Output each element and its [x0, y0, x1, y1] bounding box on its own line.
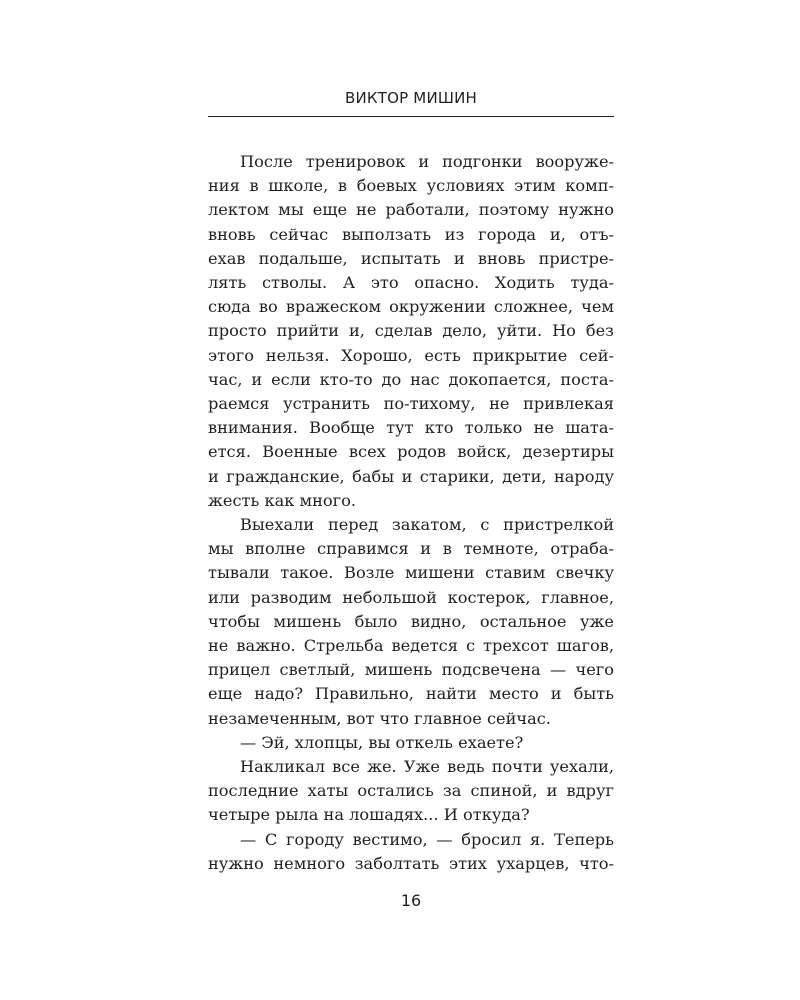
text-line: После тренировок и подгонки вооруже- — [240, 152, 614, 171]
text-line: сюда во вражеском окружении сложнее, чем — [208, 297, 614, 317]
text-line: ется. Военные всех родов войск, дезертиры — [208, 442, 614, 462]
paragraph — [208, 828, 614, 876]
text-line: — С городу вестимо, — бросил я. Теперь — [240, 829, 614, 849]
book-text — [208, 150, 614, 876]
page-number: 16 — [400, 891, 422, 910]
paragraph — [208, 150, 614, 513]
paragraph — [208, 513, 614, 731]
text-line: четыре рыла на лошадях... И откуда? — [208, 805, 530, 825]
text-line: мы вполне справимся и в темноте, отраба- — [208, 539, 614, 559]
text-line: чтобы мишень было видно, остальное уже — [208, 611, 614, 631]
text-line: этого нельзя. Хорошо, есть прикрытие сей- — [208, 345, 614, 365]
text-line: — Эй, хлопцы, вы откель ехаете? — [240, 732, 524, 752]
text-line: жесть как много. — [208, 490, 356, 510]
text-line: ния в школе, в боевых условиях этим комп- — [208, 176, 614, 196]
text-line: вновь сейчас выползать из города и, отъ- — [208, 224, 614, 244]
text-line: лектом мы еще не работали, поэтому нужно — [208, 200, 614, 220]
text-line: или разводим небольшой костерок, главное, — [208, 587, 614, 607]
text-line: час, и если кто-то до нас докопается, поста- — [208, 369, 614, 389]
text-line: и гражданские, бабы и старики, дети, народу — [208, 466, 614, 486]
text-line: незамеченным, вот что главное сейчас. — [208, 708, 551, 728]
text-line: лять стволы. А это опасно. Ходить туда- — [208, 273, 614, 293]
running-title: ВИКТОР МИШИН — [344, 89, 478, 107]
text-line: ехав подальше, испытать и вновь пристре- — [208, 248, 614, 268]
text-line: просто прийти и, сделав дело, уйти. Но без — [208, 321, 614, 341]
paragraph — [208, 755, 614, 828]
text-line: последние хаты остались за спиной, и вдруг — [208, 781, 614, 801]
text-line: не важно. Стрельба ведется с трехсот шагов, — [208, 636, 614, 656]
text-line: прицел светлый, мишень подсвечена — чего — [208, 660, 614, 680]
text-line: еще надо? Правильно, найти место и быть — [208, 684, 614, 704]
text-line: тывали такое. Возле мишени ставим свечку — [208, 563, 614, 583]
paragraph — [208, 731, 614, 755]
text-line: Накликал все же. Уже ведь почти уехали, — [240, 757, 614, 777]
header-rule — [208, 116, 614, 117]
text-line: нужно немного заболтать этих ухарцев, что- — [208, 853, 614, 873]
text-line: раемся устранить по-тихому, не привлекая — [208, 394, 614, 414]
text-line: Выехали перед закатом, с пристрелкой — [240, 515, 614, 535]
text-line: внимания. Вообще тут кто только не шата- — [208, 418, 614, 438]
